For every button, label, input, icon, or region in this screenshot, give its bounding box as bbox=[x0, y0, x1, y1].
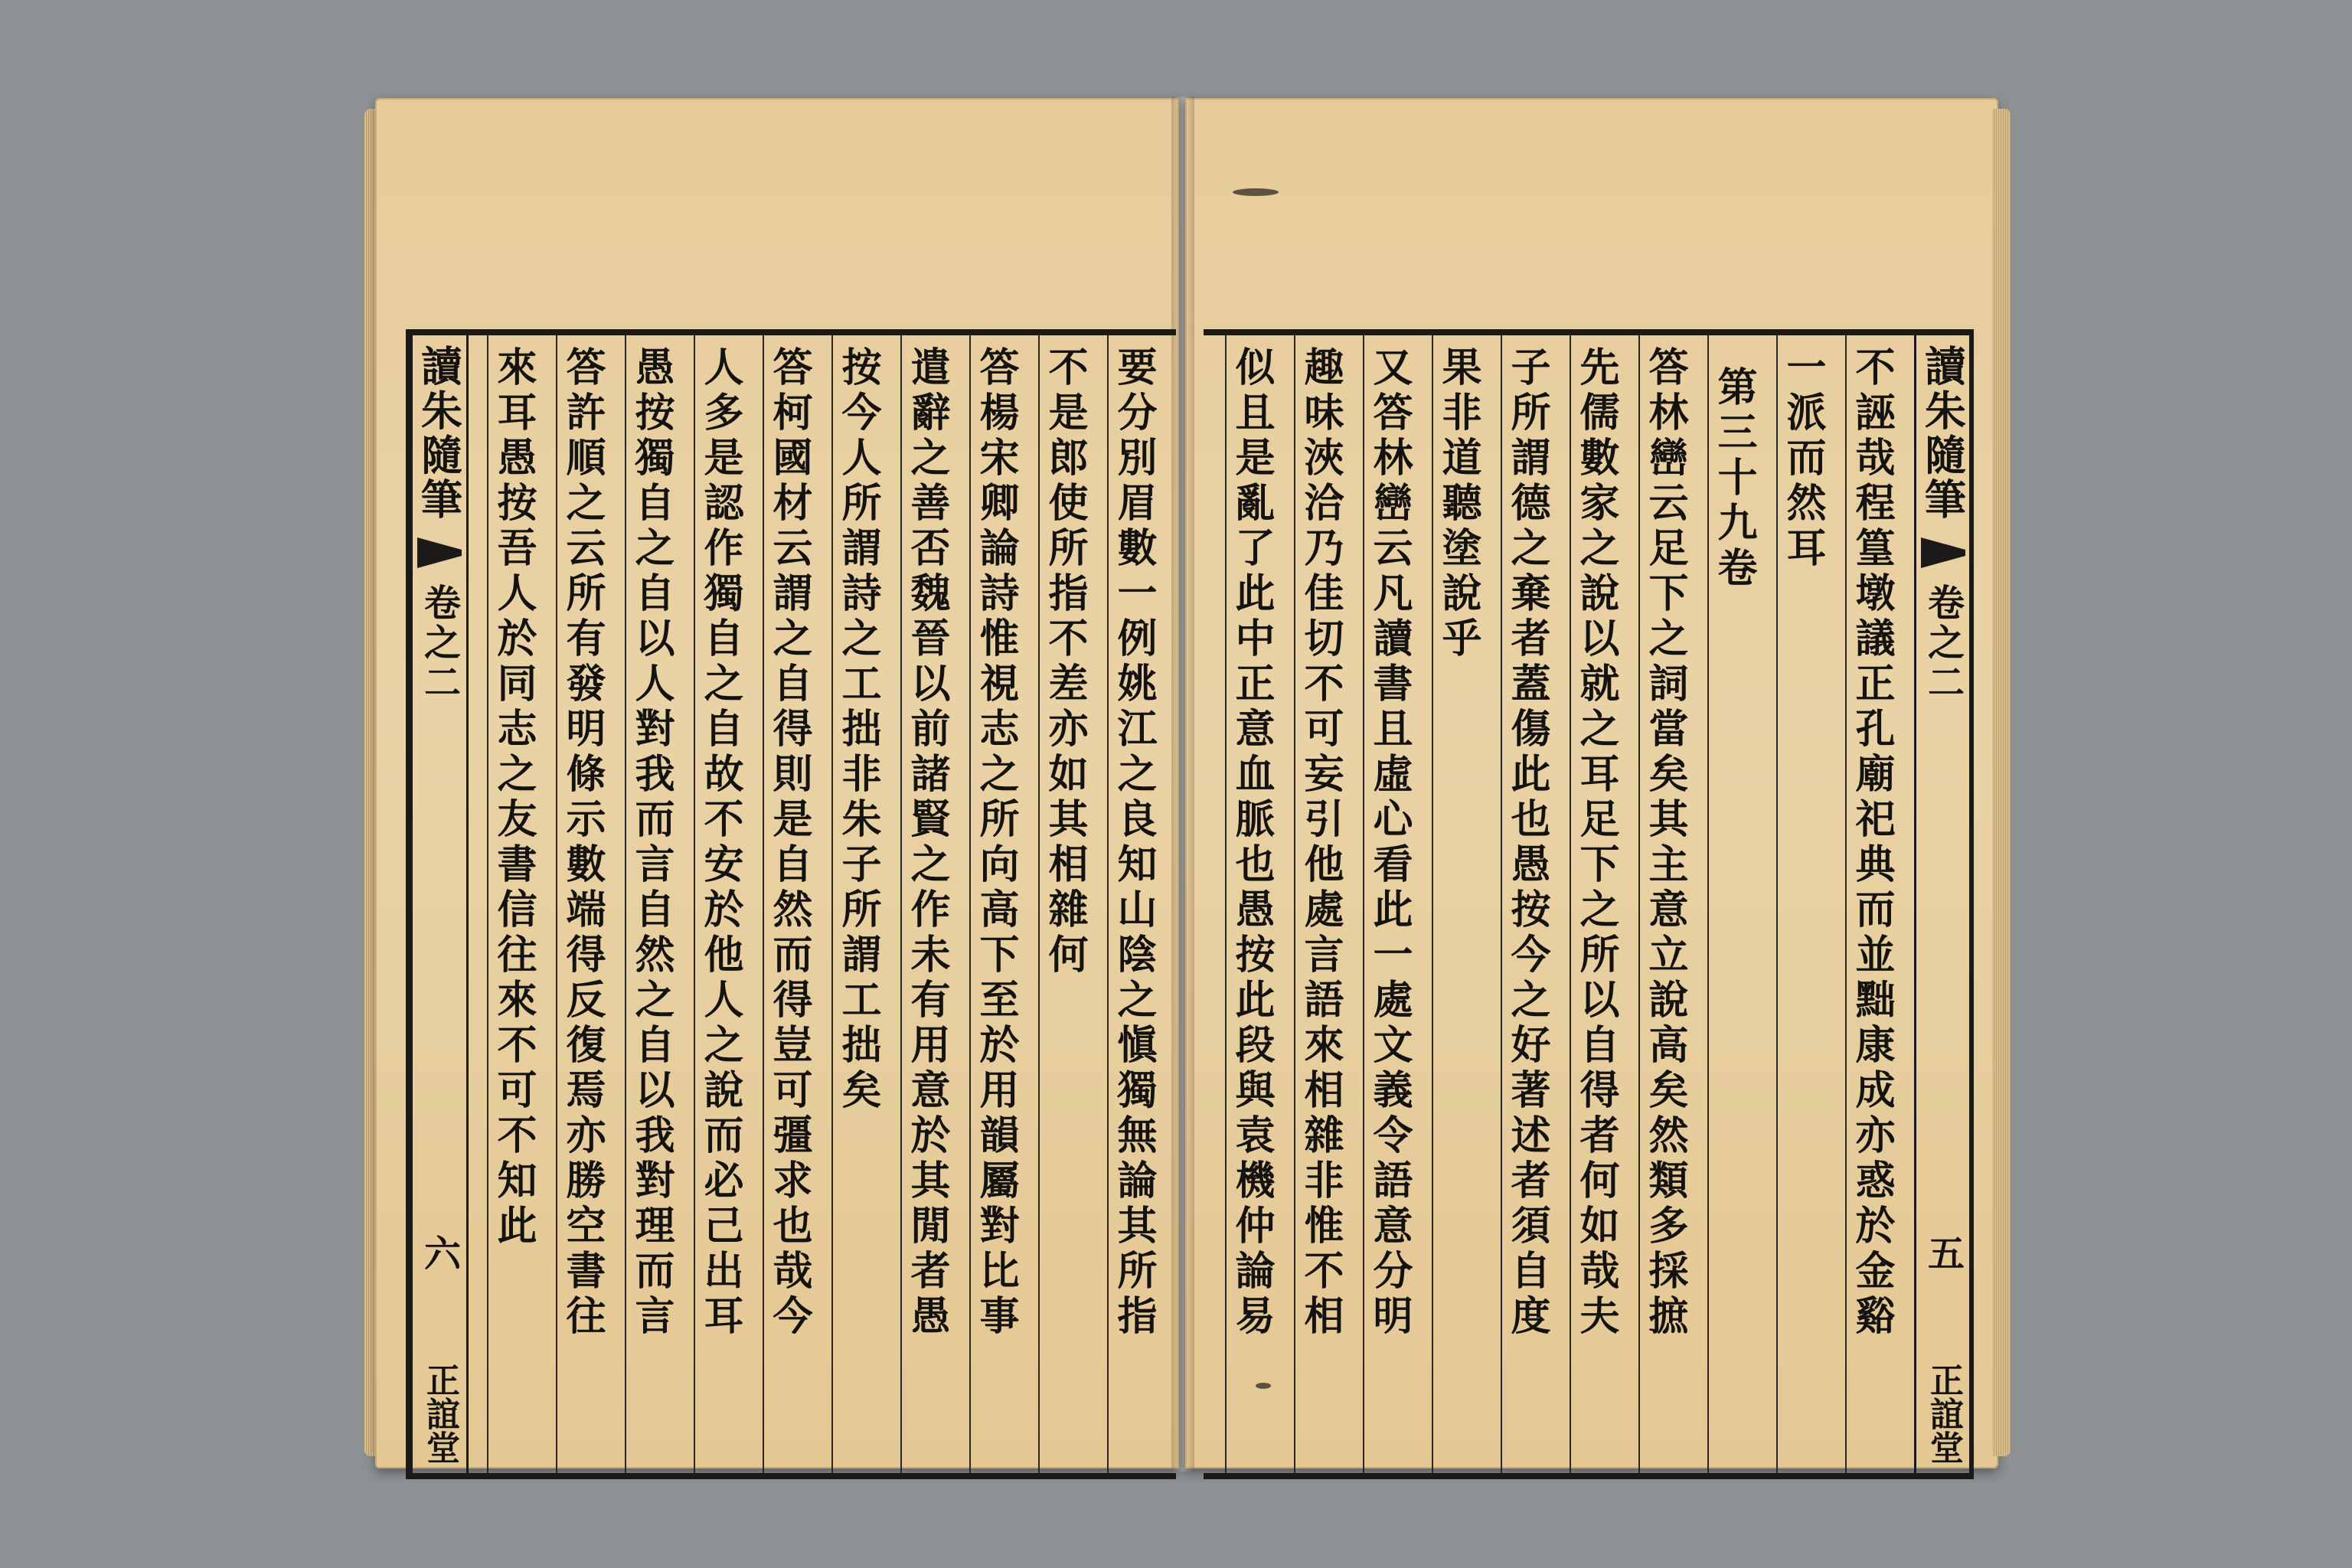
text-column bbox=[831, 335, 882, 1473]
text-column bbox=[1432, 335, 1482, 1473]
column-text: 第三十九卷 bbox=[1710, 366, 1757, 592]
text-column bbox=[1107, 335, 1158, 1473]
text-column bbox=[1638, 335, 1689, 1473]
column-text: 子所謂德之棄者蓋傷此也愚按今之好著述者須自度 bbox=[1504, 346, 1550, 1340]
ink-smudge bbox=[1256, 1383, 1271, 1389]
fish-tail-mark-icon bbox=[1921, 537, 1965, 568]
column-text: 答林巒云足下之詞當矣其主意立說高矣然類多採摭 bbox=[1642, 346, 1688, 1340]
text-column bbox=[763, 335, 813, 1473]
text-column bbox=[1707, 335, 1758, 1473]
column-text: 趣味浹洽乃佳切不可妄引他處言語來相雜非惟不相 bbox=[1297, 346, 1344, 1340]
column-text: 不誣哉程篁墩議正孔廟祀典而並黜康成亦惑於金谿 bbox=[1848, 346, 1895, 1340]
text-column bbox=[694, 335, 744, 1473]
column-text: 一派而然耳 bbox=[1779, 346, 1826, 572]
text-column bbox=[1570, 335, 1620, 1473]
left-text-frame bbox=[406, 329, 1176, 1479]
column-text: 答楊宋卿論詩惟視志之所向高下至於用韻屬對比事 bbox=[972, 346, 1019, 1340]
column-text: 答柯國材云謂之自得則是自然而得豈可彊求也哉今 bbox=[766, 346, 812, 1340]
text-column bbox=[1776, 335, 1827, 1473]
column-text: 要分別眉數一例姚江之良知山陰之愼獨無論其所指 bbox=[1110, 346, 1157, 1340]
text-column bbox=[1845, 335, 1896, 1473]
column-text: 愚按獨自之自以人對我而言自然之自以我對理而言 bbox=[628, 346, 675, 1340]
page-number: 五 bbox=[1921, 1234, 1965, 1271]
open-book bbox=[375, 90, 1998, 1478]
page-banner bbox=[1914, 335, 1972, 1473]
book-title: 讀朱隨筆 bbox=[414, 345, 464, 522]
text-column bbox=[1363, 335, 1413, 1473]
page-edges-right bbox=[1992, 109, 2011, 1456]
volume-label: 卷之二 bbox=[1921, 583, 1965, 703]
text-column bbox=[625, 335, 675, 1473]
text-column bbox=[900, 335, 951, 1473]
text-column bbox=[1038, 335, 1089, 1473]
column-text: 人多是認作獨自之自故不安於他人之說而必己出耳 bbox=[697, 346, 743, 1340]
column-text: 按今人所謂詩之工拙非朱子所謂工拙矣 bbox=[835, 346, 881, 1114]
publisher-name: 正誼堂 bbox=[420, 1363, 459, 1464]
text-column bbox=[1294, 335, 1344, 1473]
page-banner bbox=[410, 335, 469, 1473]
page-number: 六 bbox=[417, 1234, 461, 1271]
column-text: 來耳愚按吾人於同志之友書信往來不可不知此 bbox=[490, 346, 537, 1250]
column-text: 似且是亂了此中正意血脈也愚按此段與袁機仲論易 bbox=[1228, 346, 1275, 1340]
volume-label: 卷之二 bbox=[417, 583, 461, 703]
text-column bbox=[1501, 335, 1551, 1473]
column-text: 先儒數家之說以就之耳足下之所以自得者何如哉夫 bbox=[1573, 346, 1619, 1340]
publisher-name: 正誼堂 bbox=[1924, 1363, 1963, 1464]
text-column bbox=[487, 335, 537, 1473]
fish-tail-mark-icon bbox=[417, 537, 462, 568]
column-text: 不是郎使所指不差亦如其相雜何 bbox=[1041, 346, 1088, 978]
column-text: 果非道聽塗說乎 bbox=[1435, 346, 1481, 662]
text-column bbox=[556, 335, 606, 1473]
column-text: 又答林巒云凡讀書且虛心看此一處文義令語意分明 bbox=[1366, 346, 1413, 1340]
ink-smudge bbox=[1233, 188, 1279, 196]
book-title: 讀朱隨筆 bbox=[1918, 345, 1968, 522]
right-text-frame bbox=[1204, 329, 1974, 1479]
column-text: 遣辭之善否魏晉以前諸賢之作未有用意於其閒者愚 bbox=[903, 346, 950, 1340]
text-column bbox=[1225, 335, 1276, 1473]
column-text: 答許順之云所有發明條示數端得反復焉亦勝空書往 bbox=[559, 346, 606, 1340]
text-column bbox=[969, 335, 1020, 1473]
